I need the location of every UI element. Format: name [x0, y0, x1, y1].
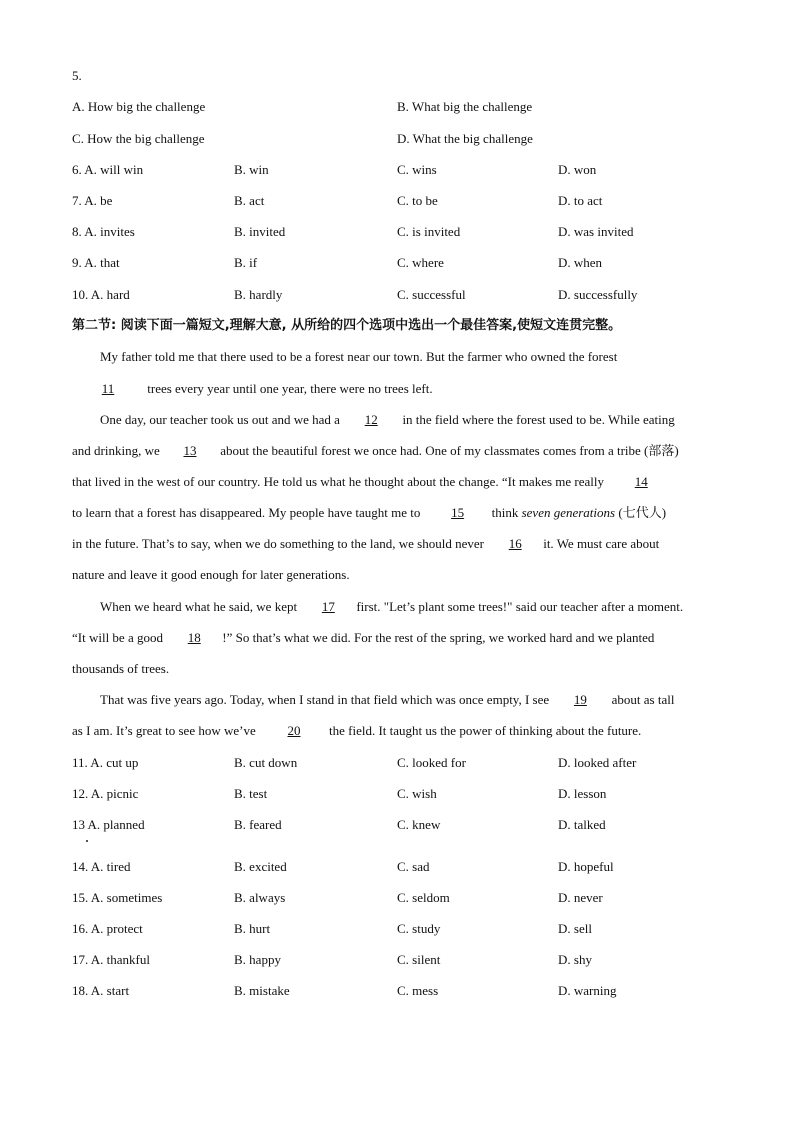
option-a: A. How big the challenge	[72, 99, 206, 114]
blank-12: 12	[364, 412, 378, 427]
option-d: D. when	[558, 255, 603, 270]
passage-text: in the field where the forest used to be. While eating	[399, 412, 675, 427]
option-d: D. warning	[558, 983, 617, 998]
option-b: B. mistake	[234, 983, 290, 998]
question-row	[72, 982, 732, 1000]
passage-text: (七代人)	[615, 505, 667, 520]
question-row	[72, 161, 732, 179]
option-d: D. sell	[558, 921, 592, 936]
option-b: B. feared	[234, 817, 282, 832]
option-b: B. happy	[234, 952, 281, 967]
passage-italic-text: seven generations	[521, 505, 616, 520]
blank-14: 14	[634, 474, 648, 489]
question-row	[72, 858, 732, 876]
option-d: D. won	[558, 162, 597, 177]
option-a: 6. A. will win	[72, 162, 144, 177]
question-row	[72, 816, 732, 834]
passage-text: to learn that a forest has disappeared. My people have taught me to	[72, 505, 424, 520]
passage-text: One day, our teacher took us out and we had a	[100, 412, 344, 427]
option-a: 9. A. that	[72, 255, 120, 270]
option-b: B. hardly	[234, 287, 283, 302]
passage-line	[72, 722, 732, 740]
option-a: 18. A. start	[72, 983, 130, 998]
question-row	[72, 192, 732, 210]
question-row	[72, 254, 732, 272]
passage-line	[100, 598, 760, 616]
blank-16: 16	[508, 536, 522, 551]
passage-text: about the beautiful forest we once had. One of my classmates comes from a tribe (部落)	[216, 443, 679, 458]
passage-text: the field. It taught us the power of thinking about the future.	[329, 723, 642, 738]
option-b: B. test	[234, 786, 268, 801]
option-c: C. knew	[397, 817, 441, 832]
question-5-row-2	[72, 130, 732, 148]
section-heading: 第二节: 阅读下面一篇短文,理解大意, 从所给的四个选项中选出一个最佳答案,使短文连贯完整。	[72, 318, 622, 333]
question-row	[72, 286, 732, 304]
passage-text: !” So that’s what we did. For the rest of the spring, we worked hard and we planted	[222, 630, 655, 645]
passage-line	[72, 380, 732, 398]
option-d: D. to act	[558, 193, 603, 208]
passage-line: thousands of trees.	[72, 661, 170, 676]
option-b: B. invited	[234, 224, 286, 239]
passage-text: “It will be a good	[72, 630, 167, 645]
stray-dot	[86, 840, 88, 842]
passage-line	[72, 504, 732, 522]
passage-text: first. "Let’s plant some trees!" said our teacher after a moment.	[356, 599, 684, 614]
option-d: D. looked after	[558, 755, 637, 770]
passage-line	[72, 535, 732, 553]
passage-line	[100, 691, 760, 709]
option-d: D. What the big challenge	[397, 131, 533, 146]
passage-text: in the future. That’s to say, when we do something to the land, we should never	[72, 536, 488, 551]
option-c: C. successful	[397, 287, 466, 302]
option-a: 8. A. invites	[72, 224, 135, 239]
option-d: D. never	[558, 890, 603, 905]
option-c: C. to be	[397, 193, 438, 208]
passage-text: and drinking, we	[72, 443, 163, 458]
option-b: B. if	[234, 255, 258, 270]
option-c: C. wish	[397, 786, 437, 801]
option-a: 11. A. cut up	[72, 755, 139, 770]
option-c: C. looked for	[397, 755, 466, 770]
option-b: B. act	[234, 193, 265, 208]
option-c: C. seldom	[397, 890, 450, 905]
option-b: B. hurt	[234, 921, 271, 936]
option-a: 14. A. tired	[72, 859, 131, 874]
passage-line	[72, 473, 732, 491]
question-row	[72, 920, 732, 938]
option-a: 15. A. sometimes	[72, 890, 163, 905]
blank-19: 19	[573, 692, 587, 707]
option-c: C. silent	[397, 952, 441, 967]
passage-text: That was five years ago. Today, when I stand in that field which was once empty, I see	[100, 692, 553, 707]
blank-20: 20	[287, 723, 301, 738]
option-b: B. win	[234, 162, 269, 177]
question-row	[72, 754, 732, 772]
blank-17: 17	[321, 599, 335, 614]
option-d: D. shy	[558, 952, 592, 967]
option-c: C. where	[397, 255, 444, 270]
passage-text: When we heard what he said, we kept	[100, 599, 301, 614]
option-c: C. mess	[397, 983, 439, 998]
option-c: C. wins	[397, 162, 437, 177]
option-d: D. hopeful	[558, 859, 614, 874]
option-a: 17. A. thankful	[72, 952, 150, 967]
question-5-row-1	[72, 98, 732, 116]
blank-18: 18	[187, 630, 201, 645]
option-c: C. is invited	[397, 224, 461, 239]
option-a: 10. A. hard	[72, 287, 130, 302]
option-d: D. successfully	[558, 287, 638, 302]
option-c: C. sad	[397, 859, 430, 874]
option-c: C. study	[397, 921, 441, 936]
passage-text: trees every year until one year, there were no trees left.	[144, 381, 433, 396]
option-c: C. How the big challenge	[72, 131, 205, 146]
option-b: B. excited	[234, 859, 287, 874]
question-row	[72, 223, 732, 241]
option-d: D. talked	[558, 817, 606, 832]
passage-line: My father told me that there used to be a forest near our town. But the farmer who owned the forest	[100, 349, 618, 364]
option-a: 12. A. picnic	[72, 786, 139, 801]
option-b: B. cut down	[234, 755, 298, 770]
option-a: 13 A. planned	[72, 817, 145, 832]
option-d: D. lesson	[558, 786, 607, 801]
passage-text: it. We must care about	[543, 536, 660, 551]
passage-text: that lived in the west of our country. He told us what he thought about the change. “It makes me really	[72, 474, 608, 489]
passage-line	[72, 442, 732, 460]
question-5-number: 5.	[72, 68, 82, 83]
option-d: D. was invited	[558, 224, 634, 239]
option-a: 7. A. be	[72, 193, 113, 208]
passage-text: as I am. It’s great to see how we’ve	[72, 723, 259, 738]
passage-text: about as tall	[608, 692, 675, 707]
passage-text: think	[491, 505, 522, 520]
option-b: B. always	[234, 890, 286, 905]
question-row	[72, 889, 732, 907]
option-b: B. What big the challenge	[397, 99, 533, 114]
passage-line	[72, 629, 732, 647]
passage-line: nature and leave it good enough for later generations.	[72, 567, 350, 582]
question-row	[72, 785, 732, 803]
blank-13: 13	[183, 443, 197, 458]
passage-line	[100, 411, 760, 429]
blank-15: 15	[451, 505, 465, 520]
blank-11: 11	[101, 381, 115, 396]
question-row	[72, 951, 732, 969]
option-a: 16. A. protect	[72, 921, 143, 936]
